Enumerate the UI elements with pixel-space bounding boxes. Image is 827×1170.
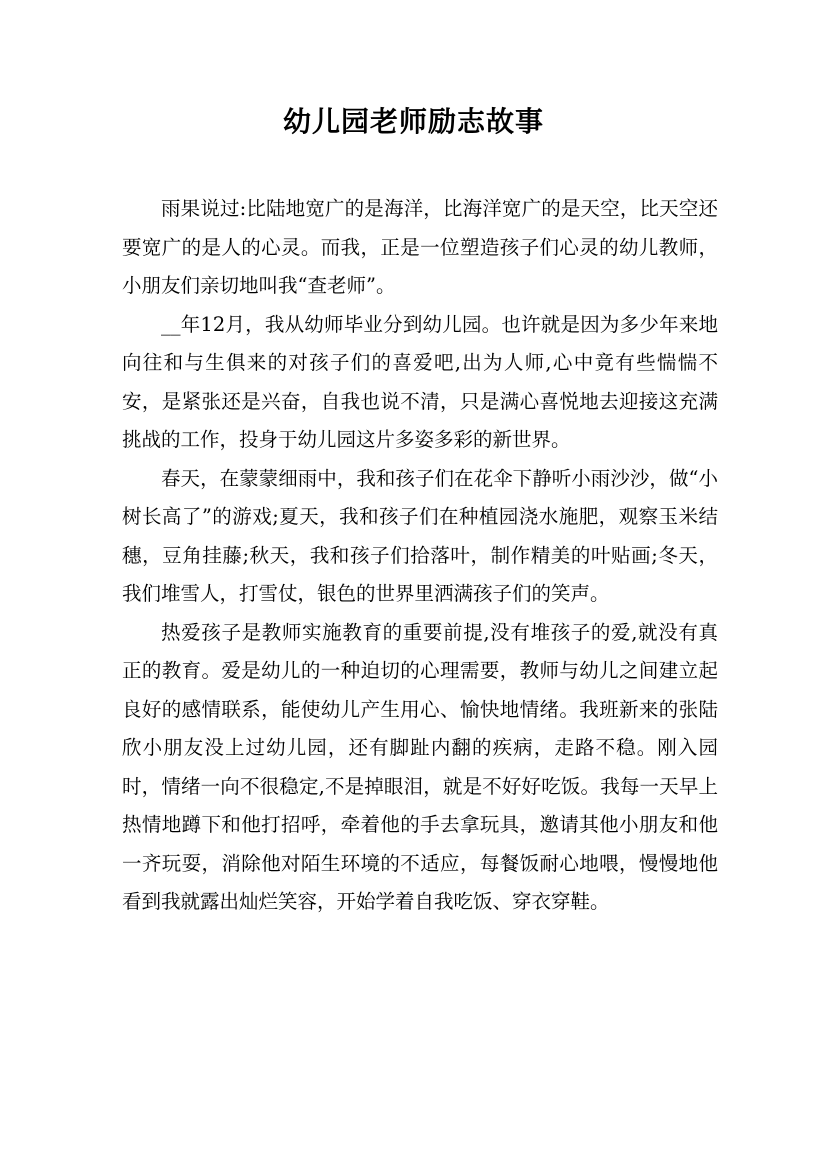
- paragraph-2: __年12月，我从幼师毕业分到幼儿园。也许就是因为多少年来地向往和与生俱来的对孩子们的喜爱吧,出为人师,心中竟有些惴惴不安，是紧张还是兴奋，自我也说不清，只是满心喜悦地去迎接这充满挑战的工作，投身于幼儿园这片多姿多彩的新世界。: [122, 312, 718, 451]
- paragraph-3: 春天，在蒙蒙细雨中，我和孩子们在花伞下静听小雨沙沙，做“小树长高了”的游戏;夏天，我和孩子们在种植园浇水施肥，观察玉米结穗，豆角挂藤;秋天，我和孩子们拾落叶，制作精美的叶贴画;冬天，我们堆雪人，打雪仗，银色的世界里洒满孩子们的笑声。: [122, 466, 718, 605]
- document-body: [122, 190, 718, 922]
- paragraph-1: 雨果说过:比陆地宽广的是海洋，比海洋宽广的是天空，比天空还要宽广的是人的心灵。而我，正是一位塑造孩子们心灵的幼儿教师，小朋友们亲切地叫我“查老师”。: [122, 197, 718, 297]
- paragraph-4: 热爱孩子是教师实施教育的重要前提,没有堆孩子的爱,就没有真正的教育。爱是幼儿的一种迫切的心理需要，教师与幼儿之间建立起良好的感情联系，能使幼儿产生用心、愉快地情绪。我班新来的张陆欣小朋友没上过幼儿园，还有脚趾内翻的疾病，走路不稳。刚入园时，情绪一向不很稳定,不是掉眼泪，就是不好好吃饭。我每一天早上热情地蹲下和他打招呼，牵着他的手去拿玩具，邀请其他小朋友和他一齐玩耍，消除他对陌生环境的不适应，每餐饭耐心地喂，慢慢地他看到我就露出灿烂笑容，开始学着自我吃饭、穿衣穿鞋。: [122, 620, 718, 913]
- page-title: 幼儿园老师励志故事: [282, 105, 544, 138]
